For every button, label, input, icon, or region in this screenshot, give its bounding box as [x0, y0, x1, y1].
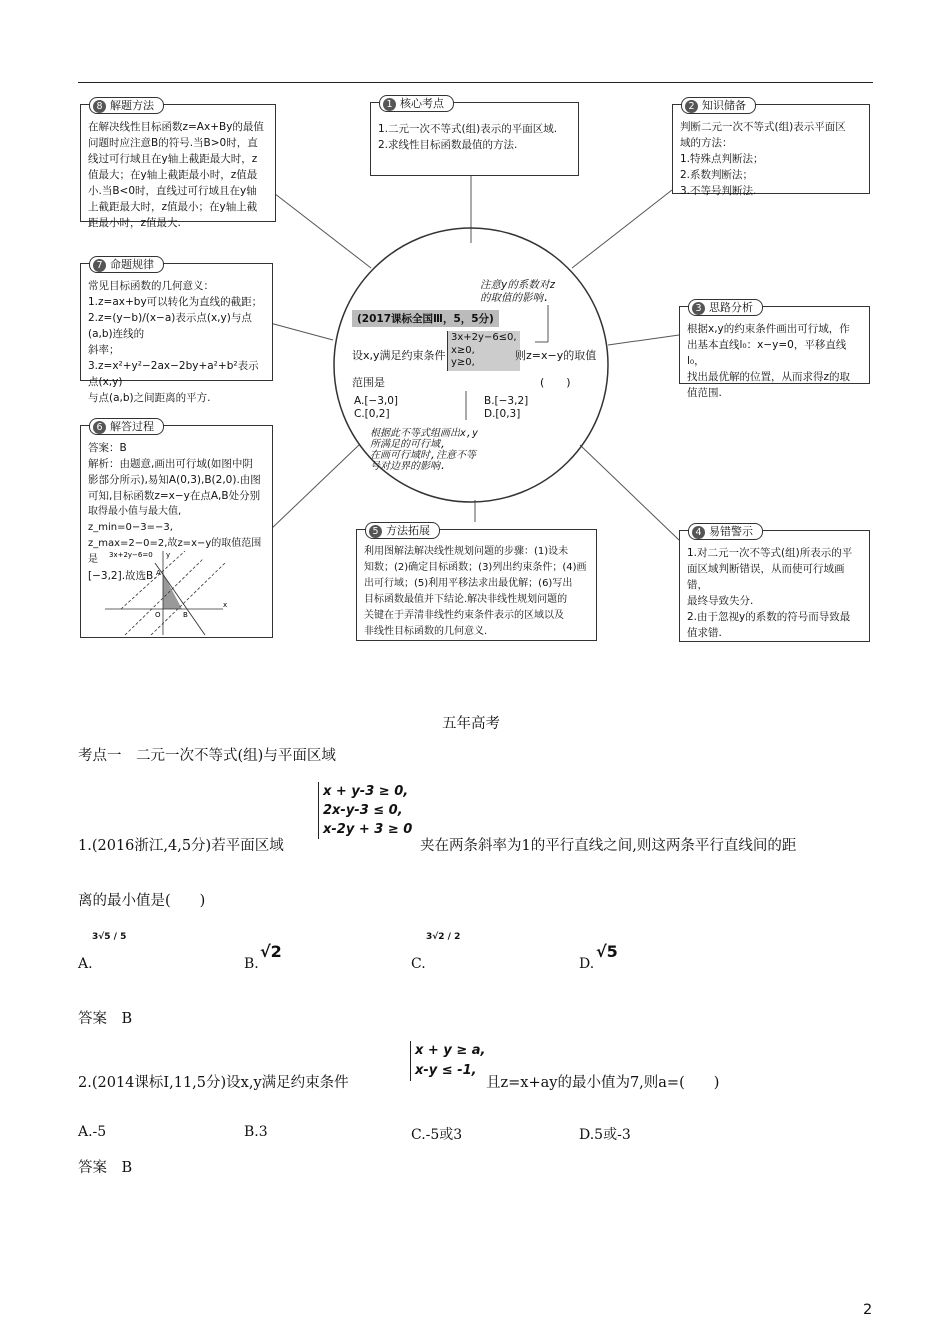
box-line: 非线性目标函数的几何意义.	[364, 626, 488, 637]
tab-label: 解答过程	[110, 420, 154, 433]
tab-label: 方法拓展	[386, 524, 430, 537]
q1-suffix: 夹在两条斜率为1的平行直线之间,则这两条平行直线间的距	[420, 838, 797, 854]
box-line: 目标函数最值并下结论.解决非线性规划问题的	[364, 594, 568, 605]
tab-core-topics	[379, 95, 454, 112]
q2-system	[410, 1041, 485, 1081]
box-line: 与点(a,b)之间距离的平方.	[88, 392, 211, 404]
tab-method-extension	[365, 522, 440, 539]
box-line: 根据x,y的约束条件画出可行域，作	[687, 323, 850, 335]
box-core-topics	[370, 97, 579, 176]
topic-heading: 考点一 二元一次不等式(组)与平面区域	[78, 748, 336, 764]
q1-constraint: 2x-y-3 ≤ 0,	[323, 803, 403, 818]
tab-label: 知识储备	[702, 99, 746, 112]
tab-problem-solving-method	[89, 97, 164, 114]
box-line: 值求错.	[687, 627, 722, 639]
tab-proposition-rules	[89, 256, 164, 273]
box-line: 判断二元一次不等式(组)表示平面区	[680, 121, 846, 133]
q2-option-b: B.3	[244, 1124, 268, 1140]
box-line: 距最小时，z值最大.	[88, 217, 181, 229]
tab-solution-process	[89, 418, 164, 435]
number-badge: 1	[383, 98, 396, 111]
tab-error-warning	[688, 523, 763, 540]
q1-prefix: 1.(2016浙江,4,5分)若平面区域	[78, 838, 284, 854]
point-a-label: A	[156, 569, 161, 577]
option-d: D.[0,3]	[484, 408, 521, 420]
q2-answer: 答案 B	[78, 1160, 133, 1176]
box-line: 在解决线性目标函数z=Ax+By的最值	[88, 121, 264, 133]
tab-label: 命题规律	[110, 258, 154, 271]
q1-option-c-value: 3√2 / 2	[426, 932, 461, 942]
box-line: 1.对二元一次不等式(组)所表示的平	[687, 547, 853, 559]
box-line: 2.系数判断法；	[680, 169, 754, 181]
handwritten-note-coefficient	[480, 279, 556, 305]
q1-constraint: x + y-3 ≥ 0,	[323, 784, 409, 799]
point-b-label: B	[183, 611, 188, 619]
q2-constraint: x + y ≥ a,	[415, 1043, 486, 1058]
box-line: 出可行域；(5)利用平移法求出最优解；(6)写出	[364, 578, 573, 589]
note-line: 所满足的可行域,	[370, 439, 447, 450]
box-line: 问题时应注意B的符号.当B>0时，直	[88, 137, 258, 149]
question-prefix: 设x,y满足约束条件	[352, 349, 446, 362]
box-line: 关键在于弄清非线性约束条件表示的区域以及	[364, 610, 564, 621]
tab-label: 易错警示	[709, 525, 753, 538]
box-line: 2.z=(y−b)/(x−a)表示点(x,y)与点(a,b)连线的	[88, 312, 252, 340]
box-line: 解析：由题意,画出可行域(如图中阴	[88, 458, 253, 470]
q2-option-a: A.-5	[78, 1124, 107, 1140]
box-line: 知数；(2)确定目标函数；(3)列出约束条件；(4)画	[364, 562, 587, 573]
box-line: 1.z=ax+by可以转化为直线的截距；	[88, 296, 263, 308]
box-error-warning	[679, 525, 870, 642]
option-c: C.[0,2]	[354, 408, 390, 420]
box-line: 影部分所示),易知A(0,3),B(2,0).由图	[88, 474, 261, 486]
constraint-line: x≥0,	[451, 344, 475, 356]
box-method-extension	[356, 524, 597, 641]
question-source: (2017课标全国Ⅲ，5，5分)	[352, 310, 499, 327]
note-line: 注意y的系数对z	[480, 279, 556, 291]
line-label: 3x+2y−6=0	[109, 551, 153, 559]
q1-answer: 答案 B	[78, 1011, 133, 1027]
box-line: 小.当B<0时，直线过可行域且在y轴	[88, 185, 257, 197]
q1-option-d-value: √5	[596, 942, 618, 961]
section-title: 五年高考	[442, 716, 500, 732]
q1-option-d: D.	[579, 956, 595, 972]
number-badge: 4	[692, 526, 705, 539]
q1-system	[318, 782, 412, 839]
box-line: 可知,目标函数z=x−y在点A,B处分别	[88, 490, 261, 502]
box-line: 2.求线性目标函数最值的方法.	[378, 139, 518, 151]
box-line: [−3,2].故选B.	[88, 570, 157, 582]
origin-label: O	[155, 611, 161, 619]
number-badge: 2	[685, 100, 698, 113]
q1-option-b: B.	[244, 956, 259, 972]
number-badge: 6	[93, 421, 106, 434]
box-line: 最终导致失分.	[687, 595, 754, 607]
q2-prefix: 2.(2014课标Ⅰ,11,5分)设x,y满足约束条件	[78, 1075, 349, 1091]
box-line: 上截距最大时，z值最小；在y轴上截	[88, 201, 258, 213]
feasible-region-graph	[103, 551, 233, 637]
tab-label: 解题方法	[110, 99, 154, 112]
note-line: 根据此不等式组画出x,y	[370, 428, 479, 439]
box-line: 1.特殊点判断法；	[680, 153, 764, 165]
q1-option-c: C.	[411, 956, 426, 972]
number-badge: 3	[692, 302, 705, 315]
q2-suffix: 且z=x+ay的最小值为7,则a=( )	[486, 1075, 720, 1091]
box-line: 1.二元一次不等式(组)表示的平面区域.	[378, 123, 558, 135]
x-label: x	[223, 601, 228, 609]
box-line: 域的方法：	[680, 137, 733, 149]
box-line: 3.不等号判断法.	[680, 185, 757, 197]
box-problem-solving-method	[80, 99, 276, 229]
question-suffix: 则z=x−y的取值	[515, 349, 597, 362]
box-line: 取得最小值与最大值, z_min=0−3=−3,	[88, 506, 182, 533]
box-solution-process	[80, 420, 273, 638]
q1-option-a-value: 3√5 / 5	[92, 932, 127, 942]
note-line: 号对边界的影响.	[370, 461, 447, 472]
box-line: z_max=2−0=2,故z=x−y的取值范围是	[88, 538, 262, 565]
box-line: 线过可行域且在y轴上截距最大时，z	[88, 153, 258, 165]
box-line: 3.z=x²+y²−2ax−2by+a²+b²表示点(x,y)	[88, 360, 259, 388]
q2-option-d: D.5或-3	[579, 1127, 631, 1143]
q1-option-a: A.	[78, 956, 93, 972]
tab-label: 核心考点	[400, 97, 444, 110]
box-thinking-analysis	[679, 301, 870, 399]
y-label: y	[166, 551, 171, 559]
box-proposition-rules	[80, 258, 273, 404]
box-line: 值最大；在y轴上截距最小时，z值最	[88, 169, 258, 181]
q1-option-b-value: √2	[260, 942, 282, 961]
answer-paren: ( )	[540, 376, 571, 389]
number-badge: 5	[369, 525, 382, 538]
page-number: 2	[863, 1302, 873, 1318]
box-line: 斜率；	[88, 344, 120, 356]
q2-option-c: C.-5或3	[411, 1127, 463, 1143]
box-line: 常见目标函数的几何意义：	[88, 280, 214, 292]
question-line2: 范围是	[352, 376, 385, 389]
box-line: 利用图解法解决线性规划问题的步骤：(1)设未	[364, 546, 569, 557]
q2-constraint: x-y ≤ -1,	[415, 1063, 477, 1078]
box-line: 找出最优解的位置，从而求得z的取	[687, 371, 851, 383]
box-line: 值范围.	[687, 387, 722, 399]
box-line: 答案：B	[88, 442, 127, 454]
constraint-line: y≥0,	[451, 357, 475, 368]
tab-knowledge-reserve	[681, 97, 756, 114]
handwritten-note-region	[370, 428, 478, 472]
note-line: 的取值的影响.	[480, 292, 550, 304]
tab-thinking-analysis	[688, 299, 763, 316]
number-badge: 7	[93, 259, 106, 272]
q1-line2: 离的最小值是( )	[78, 893, 206, 909]
option-b: B.[−3,2]	[484, 395, 529, 407]
box-line: 2.由于忽视y的系数的符号而导致最	[687, 611, 851, 623]
constraint-system	[447, 331, 520, 371]
number-badge: 8	[93, 100, 106, 113]
tab-label: 思路分析	[709, 301, 753, 314]
q1-constraint: x-2y + 3 ≥ 0	[323, 822, 413, 837]
box-line: 面区域判断错误，从而使可行域画错，	[687, 563, 845, 591]
box-knowledge-reserve	[672, 99, 870, 197]
note-line: 在画可行域时,注意不等	[370, 450, 477, 461]
option-a: A.[−3,0]	[354, 395, 399, 407]
box-line: 出基本直线l₀：x−y=0，平移直线l₀，	[687, 339, 847, 367]
constraint-line: 3x+2y−6≤0,	[451, 332, 517, 343]
